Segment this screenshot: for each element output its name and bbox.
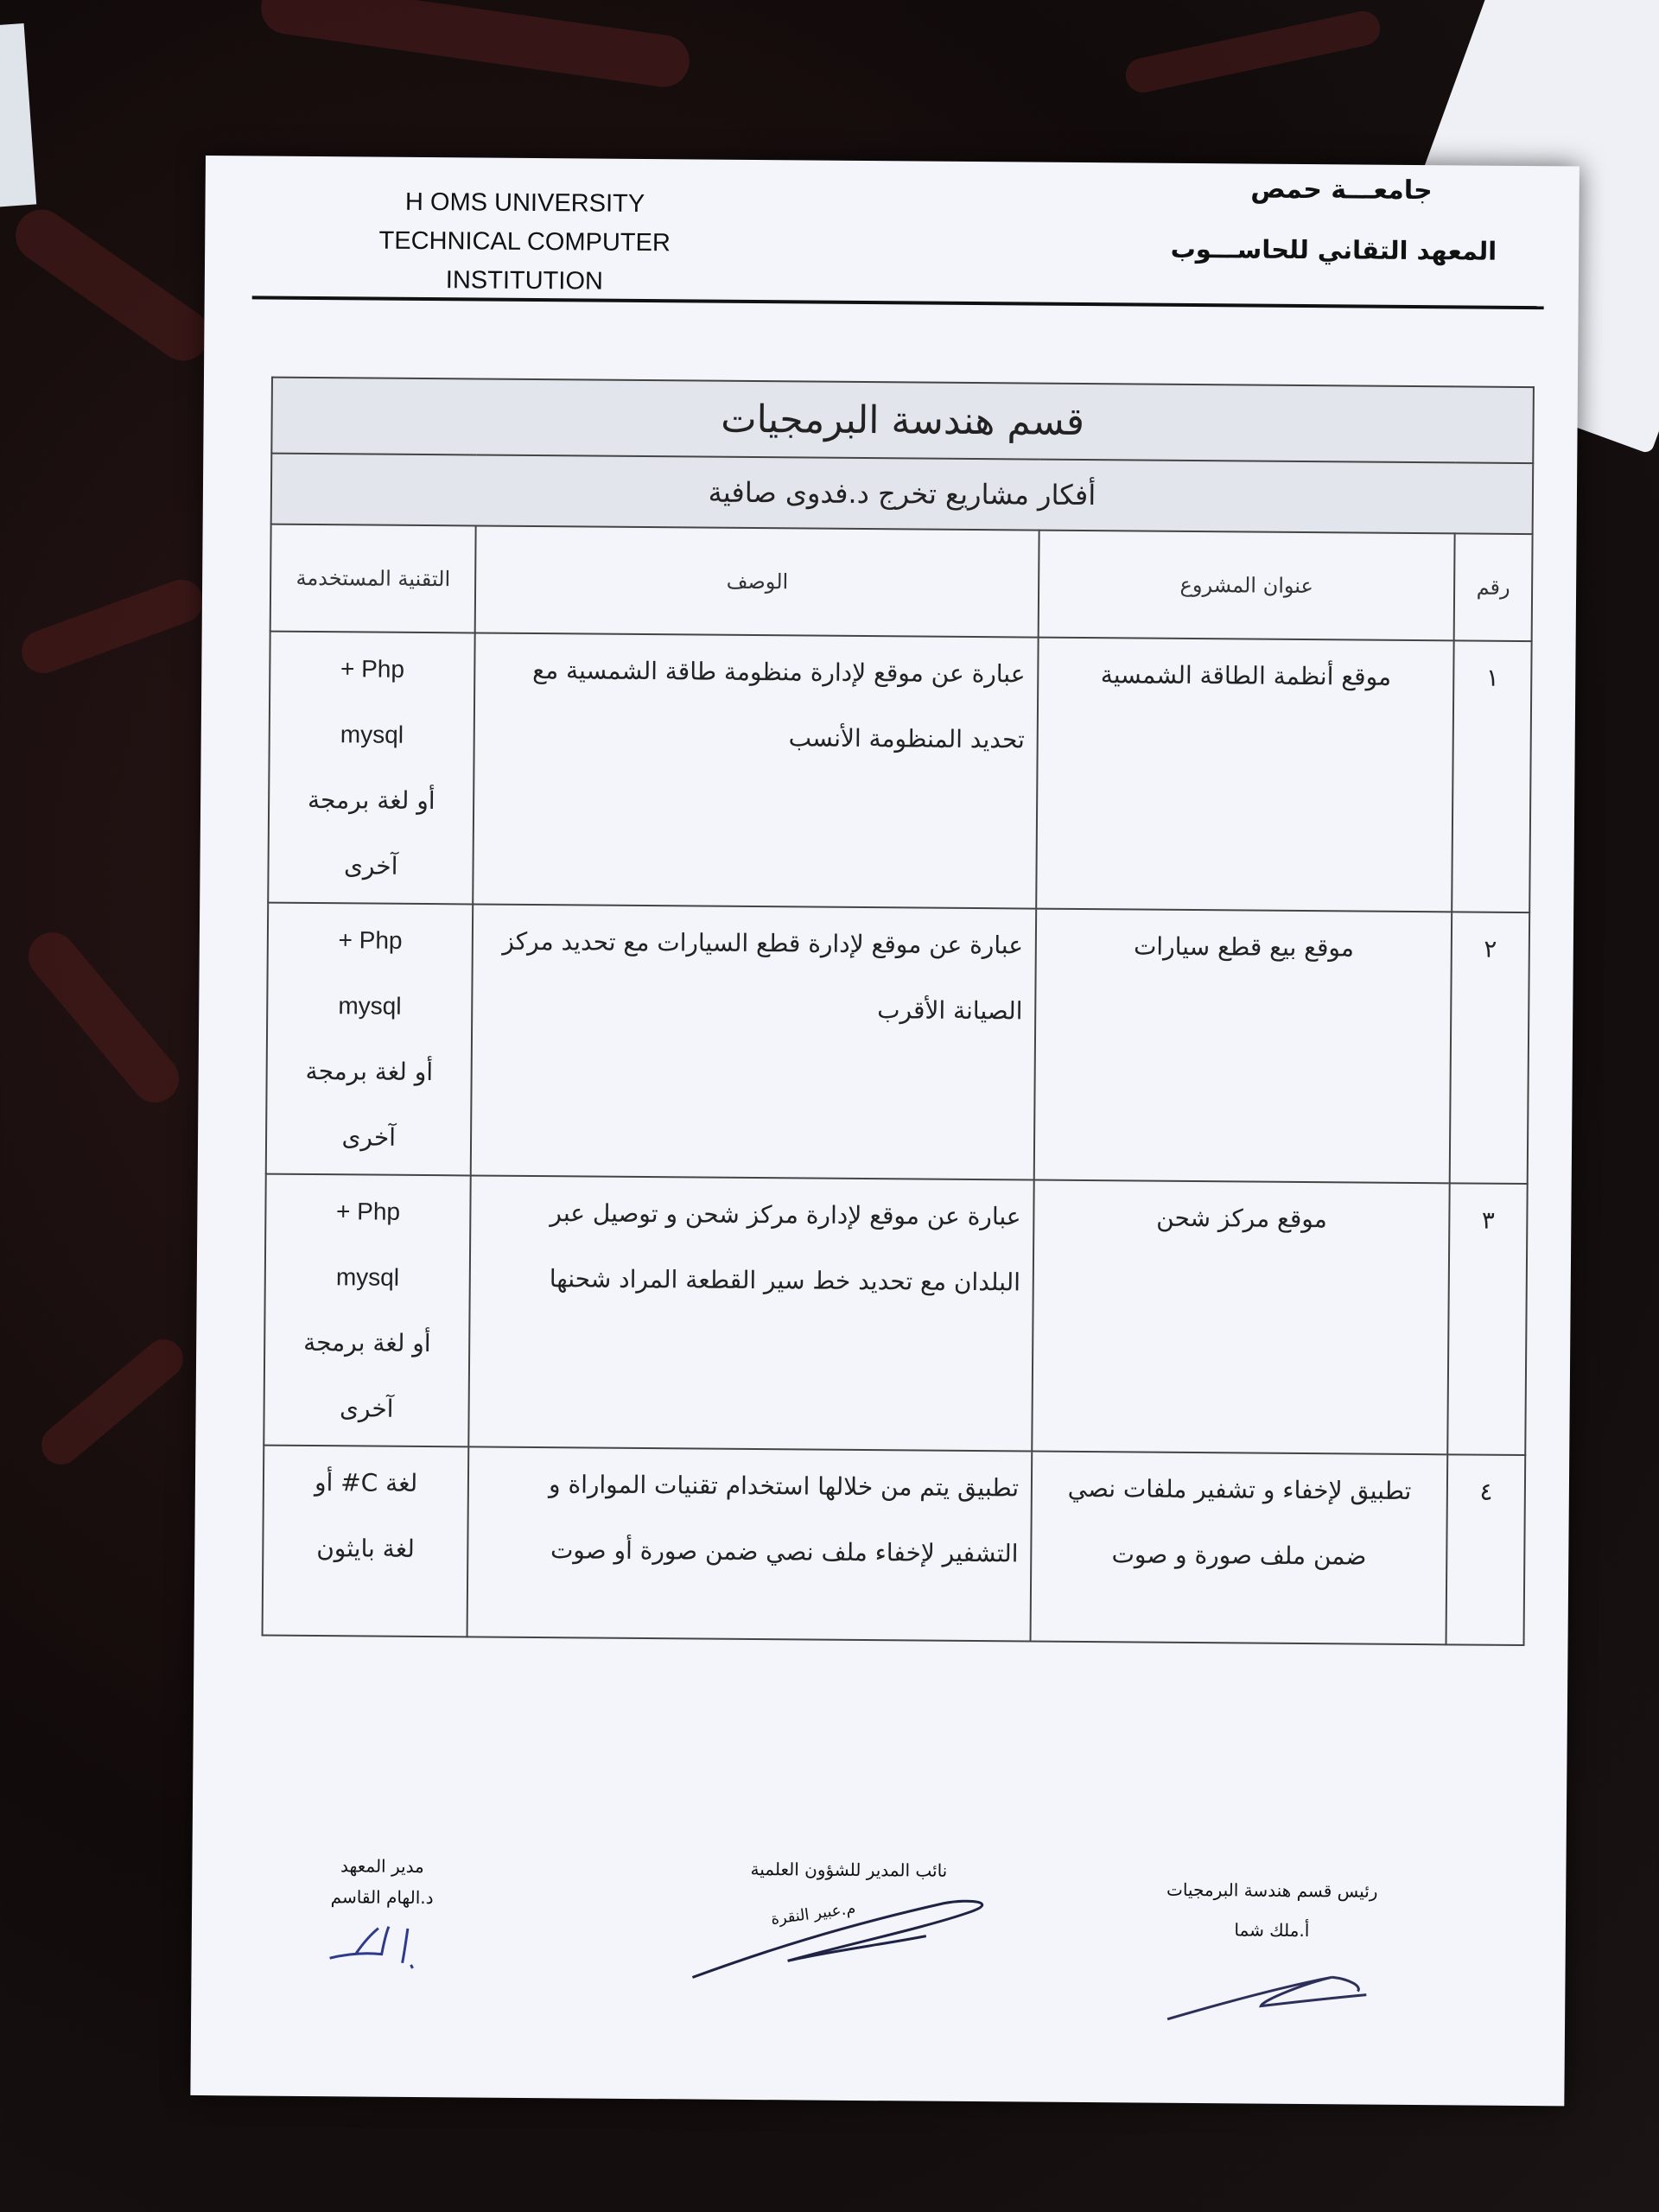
tech-line: mysql <box>340 721 404 748</box>
tech-line: آخرى <box>343 851 398 880</box>
institute-name-ar: المعهد التقاني للحاســـوب <box>1170 233 1497 266</box>
row-title: موقع أنظمة الطاقة الشمسية <box>1036 638 1453 912</box>
university-name-en-line3: INSTITUTION <box>445 266 604 296</box>
row-number: ٣ <box>1447 1183 1527 1455</box>
tech-line: آخرى <box>339 1394 394 1423</box>
table-row <box>268 632 1531 912</box>
header-technology: التقنية المستخدمة <box>270 524 476 633</box>
signature-deputy-director <box>675 1853 1021 1988</box>
tech-line: Php + <box>340 655 405 683</box>
table-row <box>264 1174 1527 1455</box>
handwritten-signature-icon <box>1159 1952 1384 2031</box>
signature-director <box>296 1850 469 1973</box>
handwritten-signature-icon <box>321 1919 442 1972</box>
row-technology <box>263 1446 469 1637</box>
tech-line: لغة بايثون <box>316 1534 415 1563</box>
header-divider <box>252 296 1544 309</box>
tech-line: أو لغة برمجة <box>305 1056 434 1087</box>
header-description: الوصف <box>475 525 1039 637</box>
signature-head-of-department <box>1081 1873 1462 2031</box>
row-technology <box>268 632 475 905</box>
table-subtitle: أفكار مشاريع تخرج د.فدوى صافية <box>271 454 1534 534</box>
tech-line: لغة C# أو <box>314 1468 418 1497</box>
signature-role: مدير المعهد <box>340 1855 424 1878</box>
university-name-ar: جامعـــة حمص <box>1250 174 1433 207</box>
tech-line: آخرى <box>341 1122 397 1152</box>
header-title: عنوان المشروع <box>1039 531 1455 641</box>
tech-line: أو لغة برمجة <box>307 785 435 816</box>
row-description: تطبيق يتم من خلالها استخدام تقنيات المواراة و التشفير لإخفاء ملف نصي ضمن صورة أو صوت <box>467 1446 1033 1641</box>
table-row <box>266 903 1529 1184</box>
row-title: موقع مركز شحن <box>1032 1180 1449 1455</box>
tech-line: mysql <box>335 1263 400 1291</box>
row-technology <box>266 903 474 1176</box>
row-title: موقع بيع قطع سيارات <box>1034 909 1452 1184</box>
projects-table <box>262 377 1535 1646</box>
signature-name: أ.ملك شما <box>1234 1919 1310 1942</box>
row-number: ٢ <box>1450 912 1529 1184</box>
tech-line: Php + <box>335 1198 401 1225</box>
signature-role: نائب المدير للشؤون العلمية <box>750 1859 948 1881</box>
tech-line: mysql <box>338 992 402 1020</box>
tech-line: Php + <box>338 926 403 954</box>
signature-role: رئيس قسم هندسة البرمجيات <box>1166 1878 1378 1902</box>
row-description: عبارة عن موقع لإدارة منظومة طاقة الشمسية مع تحديد المنظومة الأنسب <box>474 632 1039 908</box>
row-description: عبارة عن موقع لإدارة مركز شحن و توصيل عبر البلدان مع تحديد خط سير القطعة المراد شحنها <box>469 1175 1034 1451</box>
background-paper-left <box>0 23 36 210</box>
signature-name: م.عبير النقرة <box>770 1899 857 1929</box>
row-technology <box>264 1174 471 1447</box>
row-description: عبارة عن موقع لإدارة قطع السيارات مع تحديد مركز الصيانة الأقرب <box>471 904 1036 1179</box>
row-title: تطبيق لإخفاء و تشفير ملفات نصي ضمن ملف صورة و صوت <box>1031 1452 1448 1645</box>
signature-name: د.الهام القاسم <box>330 1886 434 1909</box>
document-sheet <box>190 156 1580 2106</box>
tech-line: أو لغة برمجة <box>303 1327 431 1358</box>
university-name-en-line2: TECHNICAL COMPUTER <box>378 226 671 257</box>
row-number: ١ <box>1452 640 1531 912</box>
university-name-en-line1: H OMS UNIVERSITY <box>404 188 645 218</box>
table-row <box>263 1446 1526 1645</box>
row-number: ٤ <box>1446 1454 1526 1645</box>
department-title: قسم هندسة البرمجيات <box>271 378 1534 463</box>
university-name-en <box>343 182 707 302</box>
header-number: رقم <box>1454 533 1533 641</box>
